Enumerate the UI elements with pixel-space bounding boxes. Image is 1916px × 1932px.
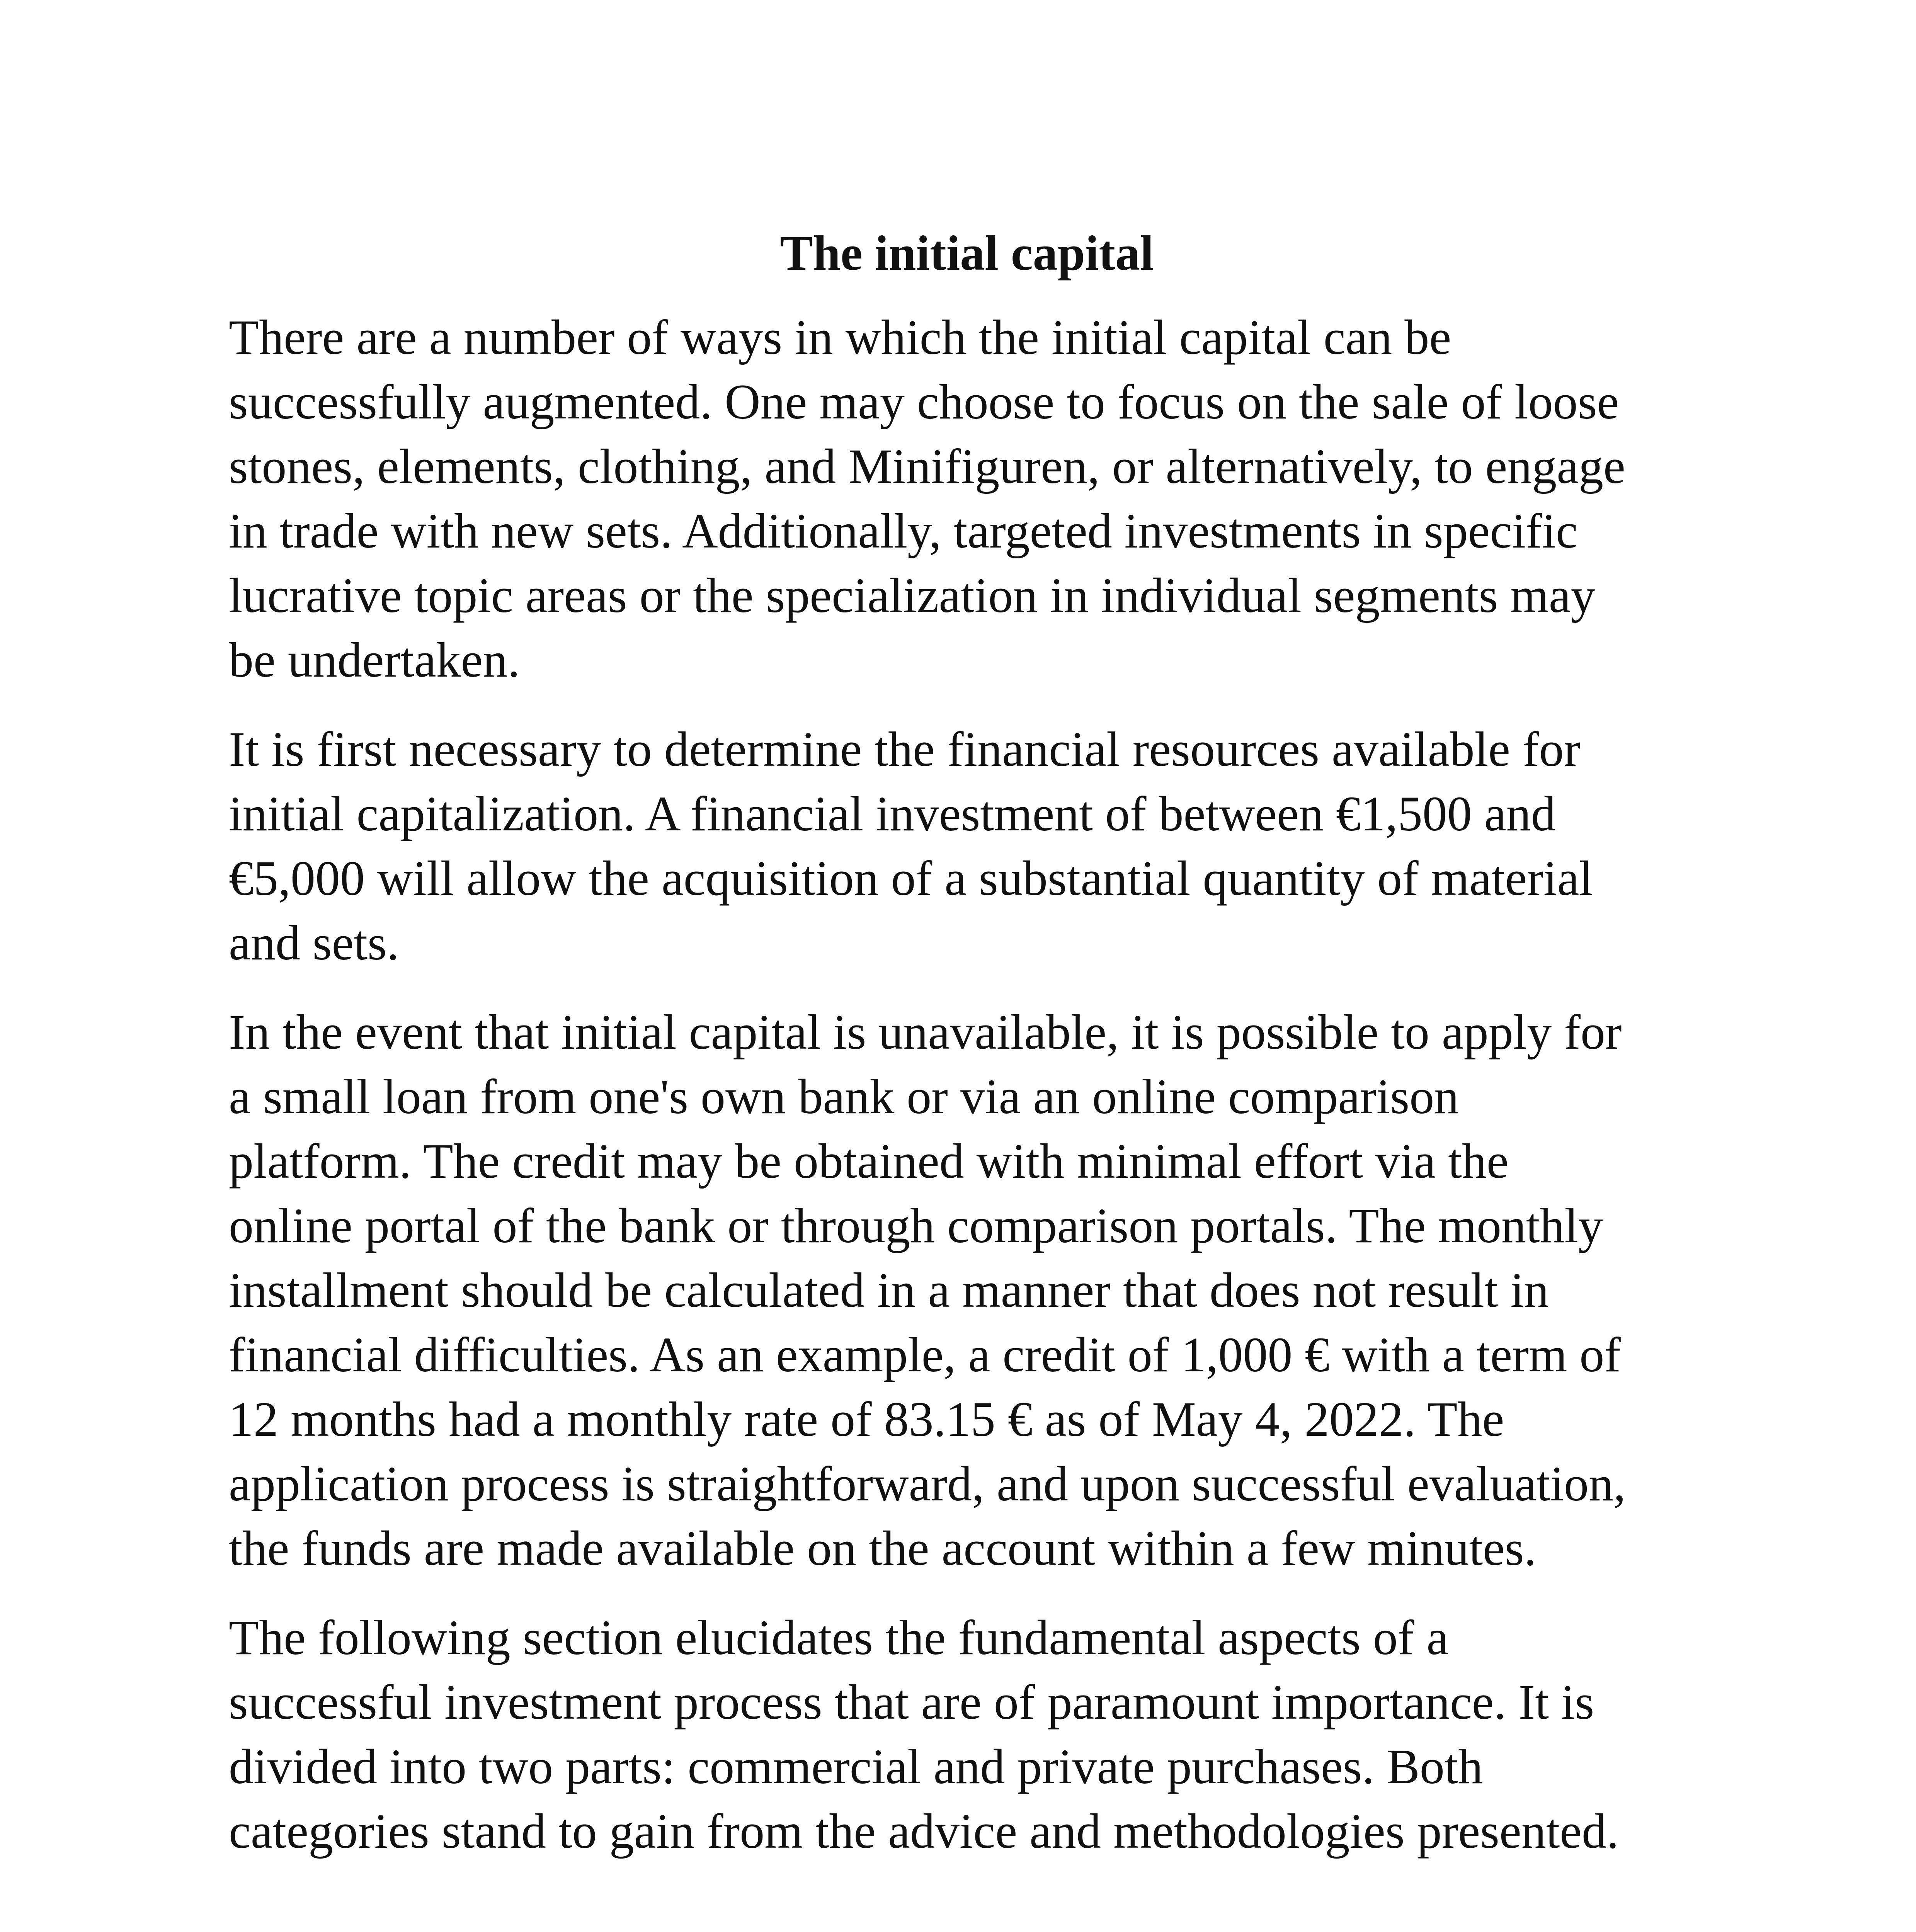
paragraph-3 [229,1000,1705,1581]
paragraph-2 [229,717,1705,975]
paragraph-line: There are a number of ways in which the initial capital can be [229,310,1451,365]
paragraph-line: in trade with new sets. Additionally, targeted investments in specific [229,503,1578,558]
paragraph-line: platform. The credit may be obtained with minimal effort via the [229,1134,1509,1189]
paragraph-line: 12 months had a monthly rate of 83.15 € as of May 4, 2022. The [229,1392,1504,1447]
paragraph-line: It is first necessary to determine the financial resources available for [229,722,1581,777]
paragraph-line: a small loan from one's own bank or via an online comparison [229,1069,1459,1124]
paragraph-line: the funds are made available on the account within a few minutes. [229,1521,1537,1576]
paragraph-line: successful investment process that are of paramount importance. It is [229,1675,1594,1730]
paragraph-line: lucrative topic areas or the specialization in individual segments may [229,568,1596,623]
paragraph-line: installment should be calculated in a manner that does not result in [229,1263,1549,1318]
paragraph-line: financial difficulties. As an example, a credit of 1,000 € with a term of [229,1327,1621,1382]
paragraph-4 [229,1605,1705,1864]
paragraph-line: divided into two parts: commercial and private purchases. Both [229,1739,1483,1794]
paragraph-line: The following section elucidates the fundamental aspects of a [229,1610,1449,1665]
document-body [229,224,1705,1888]
paragraph-line: stones, elements, clothing, and Minifiguren, or alternatively, to engage [229,439,1625,494]
paragraph-line: categories stand to gain from the advice and methodologies presented. [229,1804,1619,1859]
paragraph-line: €5,000 will allow the acquisition of a substantial quantity of material [229,851,1593,906]
paragraph-line: be undertaken. [229,633,520,687]
paragraph-line: In the event that initial capital is unavailable, it is possible to apply for [229,1005,1622,1060]
paragraph-line: initial capitalization. A financial investment of between €1,500 and [229,786,1556,841]
paragraph-line: online portal of the bank or through comparison portals. The monthly [229,1198,1603,1253]
paragraph-1 [229,305,1705,692]
paragraph-line: and sets. [229,915,399,970]
document-title: The initial capital [780,226,1154,281]
paragraph-line: successfully augmented. One may choose to focus on the sale of loose [229,374,1619,429]
paragraph-line: application process is straightforward, and upon successful evaluation, [229,1456,1626,1511]
